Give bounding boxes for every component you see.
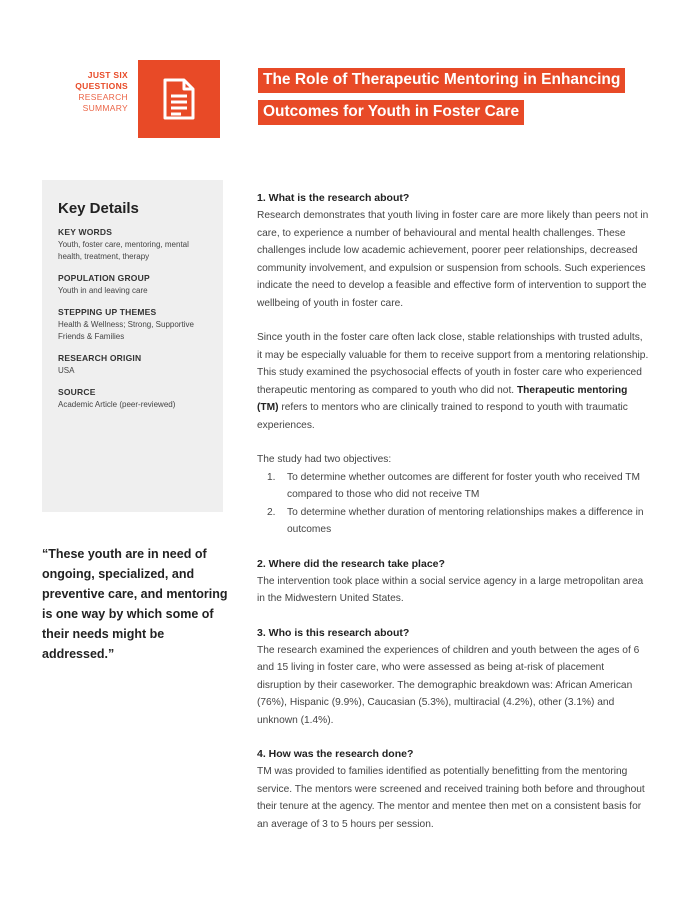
q1-p2-bold: Therapeutic mentoring (TM): [257, 384, 628, 413]
q1-heading: 1. What is the research about?: [257, 192, 410, 204]
series-label: [75, 70, 128, 114]
q1-p2-start: Since youth in the foster care often lack close, stable relationships with trusted adults, it may be especially valuable for them to receive support from a mentoring relationship. This study examined the psychosocial effects of youth in foster care who experienced therapeutic mentoring as compared to youth who did not.: [257, 332, 649, 396]
list-item: [257, 504, 649, 539]
key-words-value: Youth, foster care, mentoring, mental health, treatment, therapy: [58, 240, 189, 261]
objective-2-text: To determine whether duration of mentoring relationships makes a difference in outcomes: [287, 506, 644, 535]
q1-paragraph-1: Research demonstrates that youth living in foster care are more likely than peers not in care, to experience a number of behavioural and mental health challenges. These challenges include low academic achievement, poorer peer relationships, decreased community involvement, and expulsion or suspension from schools. Such experiences indicate the need to develop a feasible and effective form of intervention to support the wellbeing of youth in foster care.: [257, 210, 649, 309]
key-words-label: KEY WORDS: [58, 227, 113, 237]
key-details-panel: [42, 180, 223, 512]
q2-heading: 2. Where did the research take place?: [257, 557, 445, 570]
title-line-1: The Role of Therapeutic Mentoring in Enhancing: [258, 68, 625, 93]
q4-heading: 4. How was the research done?: [257, 748, 414, 760]
population-label: POPULATION GROUP: [58, 273, 150, 283]
q3-heading: 3. Who is this research about?: [257, 626, 410, 639]
key-details-heading: Key Details: [58, 200, 139, 217]
stepping-value: Health & Wellness; Strong, Supportive Friends & Families: [58, 320, 194, 341]
pull-quote: “These youth are in need of ongoing, specialized, and preventive care, and mentoring is one way by which some of their needs might be addressed.”: [42, 547, 228, 661]
q3-paragraph: The research examined the experiences of children and youth between the ages of 6 and 15 living in foster care, who were assessed as being at-risk of placement disruption by their caseworker. The demographic breakdown was: African American (76%), Hispanic (9.9%), Caucasian (5.3%), multiracial (4.2%), other (3.1%) and unknown (1.4%).: [257, 644, 640, 726]
origin-value: USA: [58, 366, 75, 375]
q1-p2-end: refers to mentors who are clinically trained to respond to youth with traumatic experiences.: [257, 402, 628, 431]
objective-1-text: To determine whether outcomes are different for foster youth who received TM compared to those who did not receive TM: [287, 471, 640, 500]
series-type-line2: SUMMARY: [82, 103, 128, 113]
series-name-line2: QUESTIONS: [75, 81, 128, 91]
objective-1-number: 1.: [267, 471, 276, 483]
population-value: Youth in and leaving care: [58, 286, 148, 295]
series-name-line1: JUST SIX: [87, 70, 128, 80]
list-item: [257, 469, 649, 504]
q1-paragraph-2: [257, 329, 649, 434]
logo-box: [138, 60, 220, 138]
q2-paragraph: The intervention took place within a social service agency in a large metropolitan area in the Midwestern United States.: [257, 575, 644, 604]
q4-paragraph: TM was provided to families identified as potentially benefitting from the mentoring service. The mentors were screened and received training both before and throughout their tenure at the agency. The mentor and mentee then met on a consistent basis for an average of 3 to 5 hours per session.: [257, 766, 645, 830]
origin-label: RESEARCH ORIGIN: [58, 353, 142, 363]
stepping-label: STEPPING UP THEMES: [58, 307, 157, 317]
objective-2-number: 2.: [267, 506, 276, 518]
document-icon: [162, 78, 196, 120]
q1-paragraph-3: The study had two objectives:: [257, 454, 392, 465]
source-label: SOURCE: [58, 387, 96, 397]
series-type-line1: RESEARCH: [78, 92, 128, 102]
source-value: Academic Article (peer-reviewed): [58, 400, 176, 409]
objectives-list: [257, 469, 649, 539]
main-content: [257, 190, 649, 833]
title-line-2: Outcomes for Youth in Foster Care: [258, 100, 524, 125]
